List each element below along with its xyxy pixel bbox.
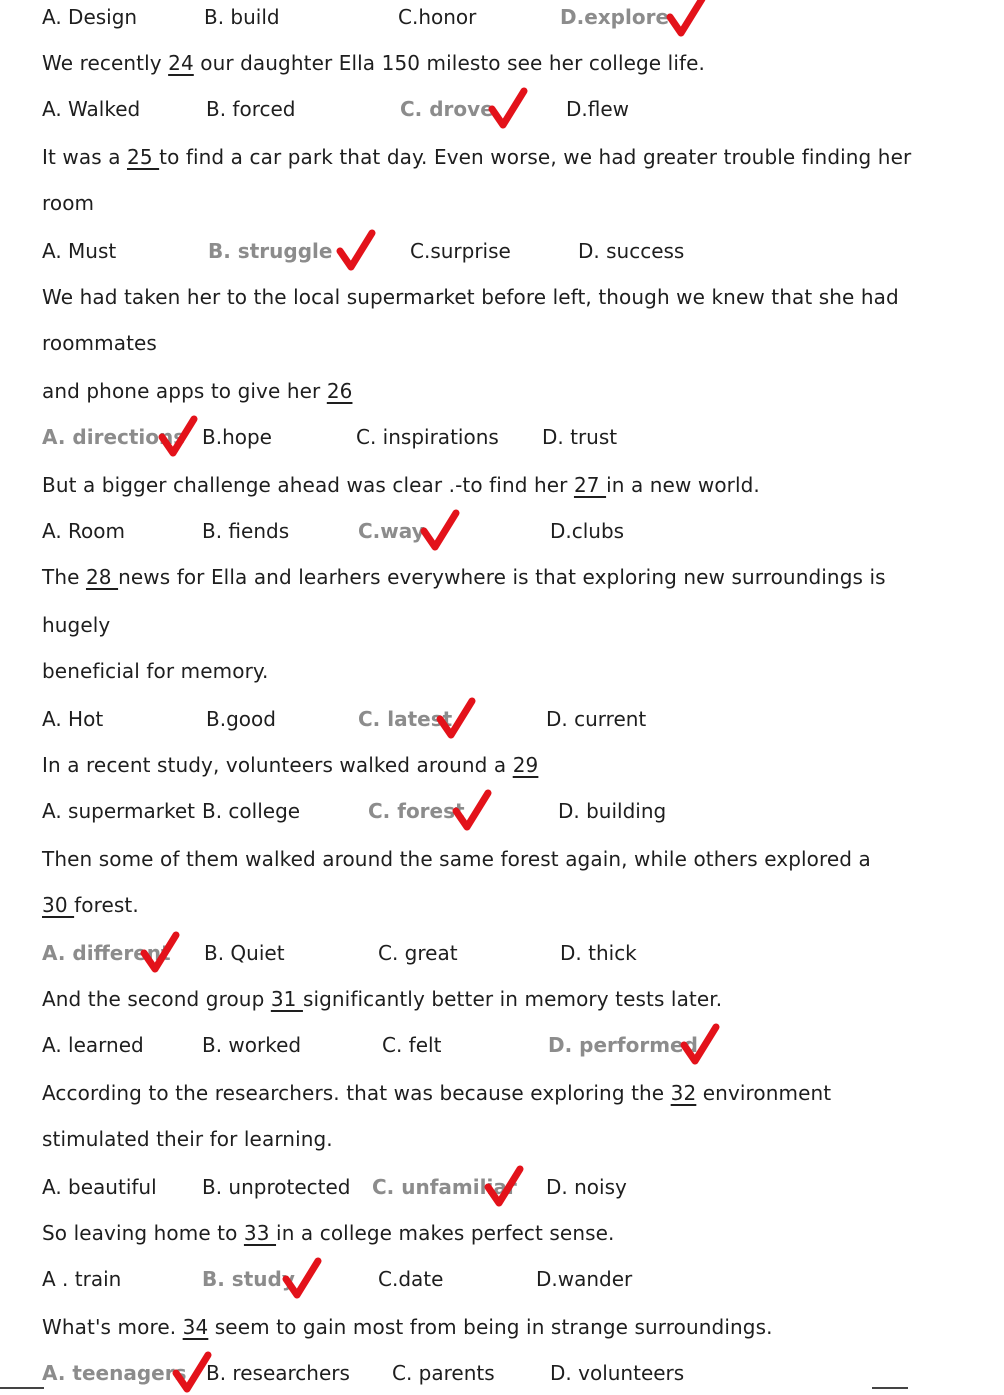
- checkmark-icon: [140, 931, 180, 975]
- checkmark-icon: [488, 87, 528, 131]
- option-b: B. build: [204, 5, 280, 29]
- option-c: C. felt: [382, 1033, 442, 1057]
- question-line: [42, 331, 157, 355]
- checkmark-icon: [452, 789, 492, 833]
- checkmark-icon: [158, 415, 198, 459]
- blank-number: 31: [270, 987, 303, 1011]
- correct-answer-option: D. performed: [548, 1033, 698, 1057]
- option-b: B. researchers: [206, 1361, 350, 1385]
- question-line: [42, 847, 871, 871]
- blank-number: 33: [243, 1221, 277, 1245]
- blank-number: 25: [127, 145, 160, 169]
- question-text: environment: [696, 1081, 832, 1105]
- option-c: C.honor: [398, 5, 477, 29]
- option-a: A . train: [42, 1267, 122, 1291]
- question-line: [42, 893, 139, 917]
- correct-answer-option: C. forest: [368, 799, 465, 823]
- option-a: A. Design: [42, 5, 138, 29]
- correct-answer-option: C. drove: [400, 97, 494, 121]
- correct-answer-option: B. study: [202, 1267, 295, 1291]
- question-text: We had taken her to the local supermarket before left, though we knew that she had: [42, 285, 899, 309]
- question-text: seem to gain most from being in strange surroundings.: [208, 1315, 773, 1339]
- option-c: C. parents: [392, 1361, 495, 1385]
- option-b: B. college: [202, 799, 301, 823]
- question-text: to find a car park that day. Even worse, we had greater trouble finding her: [159, 145, 912, 169]
- question-text: Then some of them walked around the same forest again, while others explored a: [42, 847, 871, 871]
- question-line: [42, 1221, 614, 1245]
- question-text: significantly better in memory tests later.: [302, 987, 723, 1011]
- option-d: D. current: [546, 707, 647, 731]
- question-text: But a bigger challenge ahead was clear .-to find her: [42, 473, 574, 497]
- correct-answer-option: B. struggle: [208, 239, 333, 263]
- question-text: In a recent study, volunteers walked around a: [42, 753, 513, 777]
- option-a: A. beautiful: [42, 1175, 157, 1199]
- question-line: [42, 987, 722, 1011]
- correct-answer-option: D.explore: [560, 5, 670, 29]
- option-d: D. noisy: [546, 1175, 627, 1199]
- correct-answer-option: C. unfamiliar: [372, 1175, 517, 1199]
- option-c: C.date: [378, 1267, 444, 1291]
- option-a: A. learned: [42, 1033, 144, 1057]
- question-text: The: [42, 565, 86, 589]
- option-b: B. worked: [202, 1033, 302, 1057]
- question-text: in a new world.: [606, 473, 760, 497]
- correct-answer-option: C. latest: [358, 707, 453, 731]
- option-a: A. Walked: [42, 97, 141, 121]
- question-line: [42, 659, 268, 683]
- question-text: It was a: [42, 145, 128, 169]
- question-line: [42, 613, 110, 637]
- option-b: B. forced: [206, 97, 296, 121]
- option-c: C.surprise: [410, 239, 511, 263]
- correct-answer-option: A. different: [42, 941, 171, 965]
- option-b: B.hope: [202, 425, 272, 449]
- option-b: B.good: [206, 707, 276, 731]
- edge-mark: [0, 1387, 44, 1389]
- checkmark-icon: [172, 1351, 212, 1395]
- option-a: A. Must: [42, 239, 117, 263]
- option-b: B. unprotected: [202, 1175, 351, 1199]
- option-d: D. success: [578, 239, 685, 263]
- blank-number: 28: [85, 565, 119, 589]
- question-line: [42, 1315, 773, 1339]
- question-text: forest.: [74, 893, 139, 917]
- question-line: [42, 145, 911, 169]
- checkmark-icon: [420, 509, 460, 553]
- question-line: [42, 191, 94, 215]
- question-line: [42, 753, 538, 777]
- blank-number: 26: [326, 379, 353, 403]
- blank-number: 32: [670, 1081, 697, 1105]
- option-d: D. volunteers: [550, 1361, 685, 1385]
- question-text: in a college makes perfect sense.: [276, 1221, 615, 1245]
- correct-answer-option: A. teenagers: [42, 1361, 187, 1385]
- question-text: our daughter Ella 150 milesto see her college life.: [193, 51, 705, 75]
- option-d: D. building: [558, 799, 667, 823]
- checkmark-icon: [484, 1165, 524, 1209]
- checkmark-icon: [336, 229, 376, 273]
- question-text: and phone apps to give her: [42, 379, 327, 403]
- question-text: What's more.: [42, 1315, 183, 1339]
- option-a: A. Room: [42, 519, 125, 543]
- question-line: [42, 285, 899, 309]
- question-line: [42, 473, 760, 497]
- blank-number: 34: [182, 1315, 209, 1339]
- correct-answer-option: A. directions: [42, 425, 186, 449]
- option-d: D. trust: [542, 425, 618, 449]
- option-d: D.clubs: [550, 519, 625, 543]
- correct-answer-option: C.way: [358, 519, 425, 543]
- question-line: [42, 51, 705, 75]
- option-d: D.wander: [536, 1267, 633, 1291]
- checkmark-icon: [436, 697, 476, 741]
- option-c: C. great: [378, 941, 458, 965]
- edge-mark: [872, 1387, 908, 1389]
- question-text: roommates: [42, 331, 157, 355]
- blank-number: 30: [42, 893, 75, 917]
- blank-number: 29: [512, 753, 539, 777]
- blank-number: 27: [573, 473, 607, 497]
- question-text: We recently: [42, 51, 169, 75]
- checkmark-icon: [680, 1023, 720, 1067]
- question-text: hugely: [42, 613, 111, 637]
- question-text: beneficial for memory.: [42, 659, 269, 683]
- question-line: [42, 1127, 333, 1151]
- option-c: C. inspirations: [356, 425, 499, 449]
- option-b: B. Quiet: [204, 941, 285, 965]
- option-a: A. Hot: [42, 707, 104, 731]
- question-text: And the second group: [42, 987, 271, 1011]
- question-line: [42, 379, 352, 403]
- question-line: [42, 1081, 831, 1105]
- question-text: news for Ella and learhers everywhere is that exploring new surroundings is: [118, 565, 886, 589]
- checkmark-icon: [282, 1257, 322, 1301]
- question-line: [42, 565, 886, 589]
- question-text: room: [42, 191, 95, 215]
- blank-number: 24: [168, 51, 194, 75]
- option-a: A. supermarket: [42, 799, 195, 823]
- option-d: D.flew: [566, 97, 630, 121]
- option-b: B. fiends: [202, 519, 290, 543]
- question-text: According to the researchers. that was because exploring the: [42, 1081, 671, 1105]
- checkmark-icon: [666, 0, 706, 39]
- question-text: So leaving home to: [42, 1221, 244, 1245]
- question-text: stimulated their for learning.: [42, 1127, 333, 1151]
- option-d: D. thick: [560, 941, 637, 965]
